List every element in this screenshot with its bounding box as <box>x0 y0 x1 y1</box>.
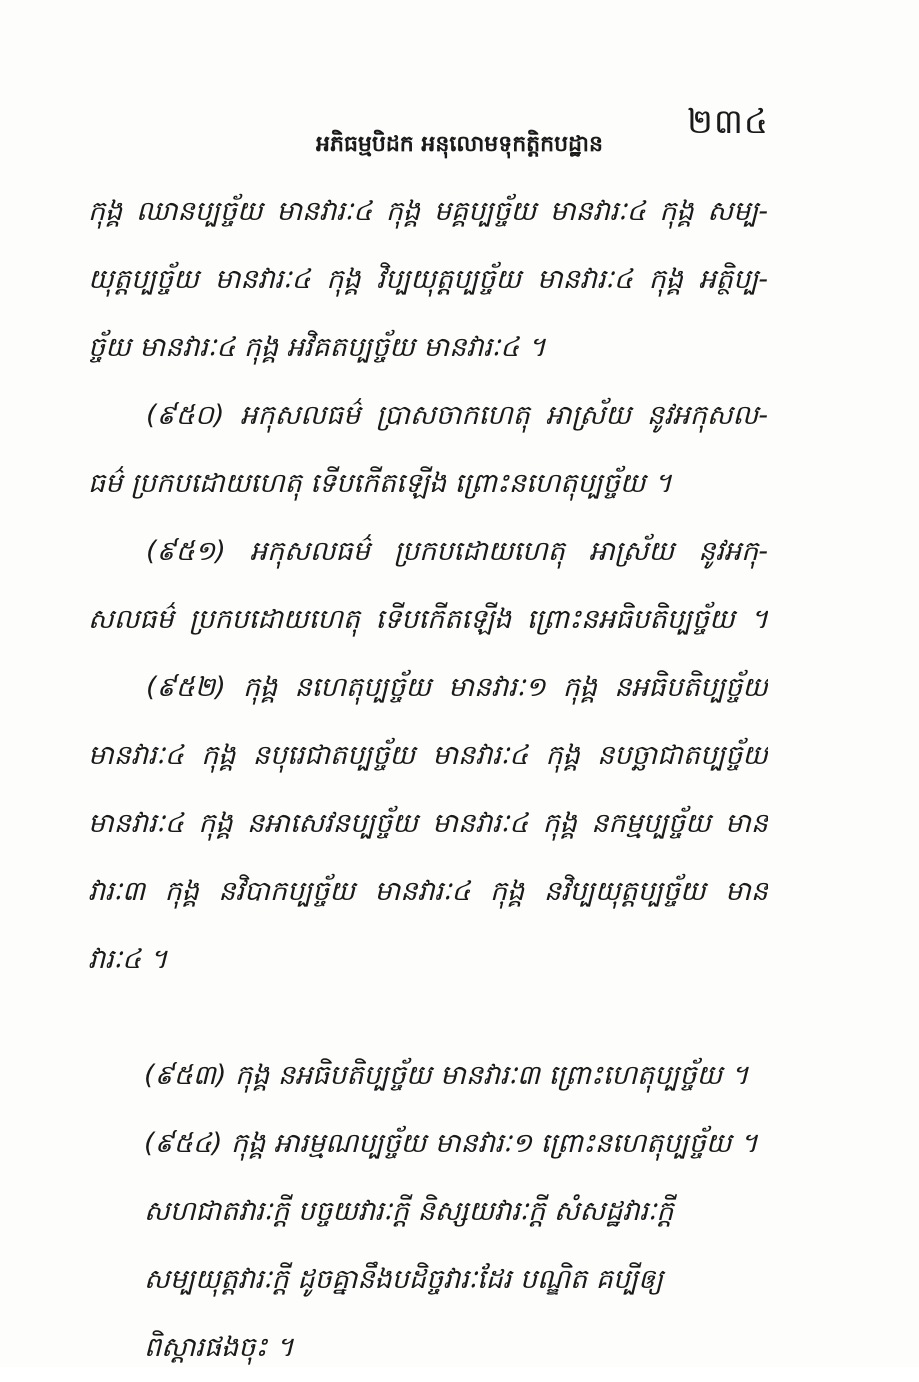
text-line: សហជាតវារៈក្តី បច្ចយវារៈក្តី និស្សយវារៈក្តី សំសដ្ឋវារៈក្តី <box>144 1196 674 1227</box>
text-line: មានវារៈ៤ កុង្គ នអាសេវនប្បច្ច័យ មានវារៈ៤ កុង្គ នកម្មប្បច្ច័យ មាន <box>88 808 768 839</box>
text-line: វារៈ៣ កុង្គ នវិបាកប្បច្ច័យ មានវារៈ៤ កុង្គ នវិប្បយុត្តប្បច្ច័យ មាន <box>88 876 768 907</box>
paragraph-953: (៩៥៣) កុង្គ នអធិបតិប្បច្ច័យ មានវារៈ៣ ព្រោះហេតុប្បច្ច័យ ។ <box>144 1060 749 1091</box>
text-line: សម្បយុត្តវារៈក្តី ដូចគ្នានឹងបដិច្ចវារៈដែរ បណ្ឌិត គប្បីឲ្យ <box>144 1264 664 1295</box>
text-line: វារៈ៤ ។ <box>88 944 168 975</box>
paragraph-952-start: (៩៥២) កុង្គ នហេតុប្បច្ច័យ មានវារៈ១ កុង្គ នអធិបតិប្បច្ច័យ <box>146 672 768 703</box>
paragraph-950-start: (៩៥០) អកុសលធម៌ ប្រាសចាកហេតុ អាស្រ័យ នូវអកុសល- <box>146 400 768 431</box>
text-line: ពិស្តារផងចុះ ។ <box>144 1332 294 1363</box>
running-head: អភិធម្មបិដក អនុលោមទុកត្តិកបដ្ឋាន <box>316 132 603 157</box>
text-line: ច្ច័យ មានវារៈ៤ កុង្គ អវិគតប្បច្ច័យ មានវារៈ៤ ។ <box>88 332 546 363</box>
paragraph-951-start: (៩៥១) អកុសលធម៌ ប្រកបដោយហេតុ អាស្រ័យ នូវអកុ- <box>146 536 768 567</box>
text-line: យុត្តប្បច្ច័យ មានវារៈ៤ កុង្គ វិប្បយុត្តប្បច្ច័យ មានវារៈ៤ កុង្គ អត្ថិប្ប- <box>88 264 768 295</box>
paragraph-gap <box>88 994 768 1042</box>
paragraph-954: (៩៥៤) កុង្គ អារម្មណប្បច្ច័យ មានវារៈ១ ព្រោះនហេតុប្បច្ច័យ ។ <box>144 1128 758 1159</box>
text-line: កុង្គ ឈានប្បច្ច័យ មានវារៈ៤ កុង្គ មគ្គប្បច្ច័យ មានវារៈ៤ កុង្គ សម្ប- <box>88 196 768 227</box>
text-line: មានវារៈ៤ កុង្គ នបុរេជាតប្បច្ច័យ មានវារៈ៤ កុង្គ នបច្ឆាជាតប្បច្ច័យ <box>88 740 768 771</box>
body-text <box>88 178 768 1382</box>
text-line: ធម៌ ប្រកបដោយហេតុ ទើបកើតឡើង ព្រោះនហេតុប្បច្ច័យ ។ <box>88 468 672 499</box>
page-number: ២៣៤ <box>687 102 769 142</box>
text-line: សលធម៌ ប្រកបដោយហេតុ ទើបកើតឡើង ព្រោះនអធិបតិប្បច្ច័យ ។ <box>88 604 768 635</box>
